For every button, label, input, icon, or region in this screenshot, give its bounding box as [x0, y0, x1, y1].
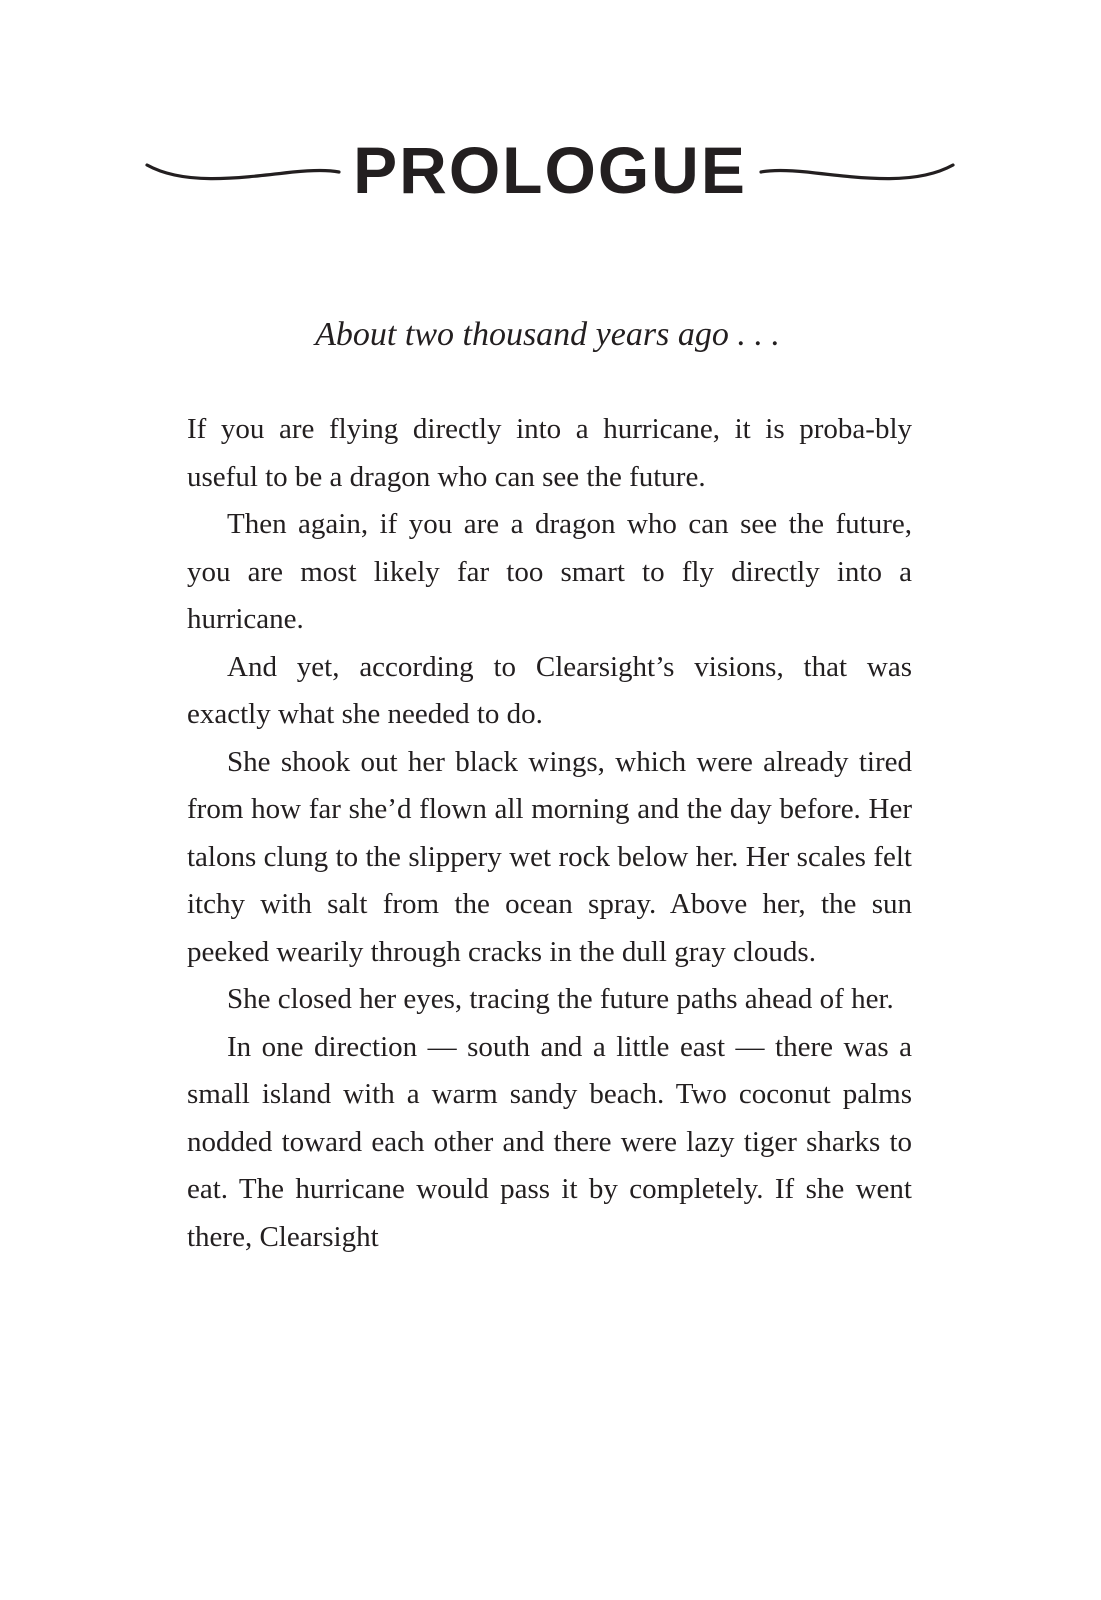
body-text	[187, 406, 912, 1261]
chapter-heading	[160, 130, 940, 210]
paragraph: She shook out her black wings, which were already tired from how far she’d flown all morning and the day before. Her talons clung to the slippery wet rock below her. Her scales felt itchy with salt from the ocean spray. Above her, the sun peeked wearily through cracks in the dull gray clouds.	[187, 745, 912, 968]
left-flourish-ornament	[143, 155, 343, 185]
paragraph: If you are flying directly into a hurricane, it is proba-bly useful to be a dragon who can see the future.	[187, 413, 912, 493]
chapter-title: PROLOGUE	[353, 133, 747, 207]
right-flourish-ornament	[757, 155, 957, 185]
paragraph: She closed her eyes, tracing the future paths ahead of her.	[227, 983, 894, 1015]
paragraph: Then again, if you are a dragon who can see the future, you are most likely far too smart to fly directly into a hurricane.	[187, 508, 912, 635]
epigraph: About two thousand years ago . . .	[315, 316, 780, 353]
paragraph: And yet, according to Clearsight’s visions, that was exactly what she needed to do.	[187, 650, 912, 730]
paragraph: In one direction — south and a little east — there was a small island with a warm sandy beach. Two coconut palms nodded toward each other and there were lazy tiger sharks to eat. The hurricane would pass it by completely. If she went there, Clearsight	[187, 1030, 912, 1253]
